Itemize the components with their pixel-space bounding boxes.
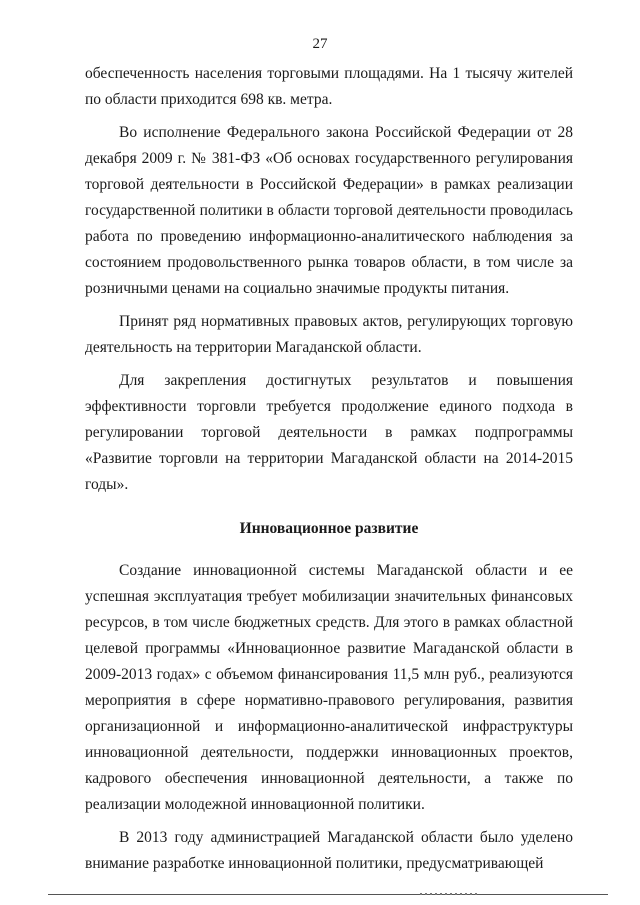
paragraph-6: В 2013 году администрацией Магаданской области было уделено внимание разработке инновационной политики, предусматривающей: [85, 829, 573, 872]
paragraph-5: Создание инновационной системы Магаданской области и ее успешная эксплуатация требует мобилизации значительных финансовых ресурсов, в том числе бюджетных средств. Для этого в рамках областной целевой программы «Инновационное развитие Магаданской области в 2009-2013 годах» с объемом финансирования 11,5 млн руб., реализуются мероприятия в сфере нормативно-правового регулирования, развития организационной и информационно-аналитической инфраструктуры инновационной деятельности, поддержки инновационных проектов, кадрового обеспечения инновационной деятельности, а также по реализации молодежной инновационной политики.: [85, 562, 573, 813]
paragraph-3: Принят ряд нормативных правовых актов, регулирующих торговую деятельность на территории Магаданской области.: [85, 313, 573, 356]
page-body: [85, 61, 573, 877]
section-heading: Инновационное развитие: [239, 520, 419, 537]
scan-artifact: [420, 893, 480, 895]
paragraph-4: Для закрепления достигнутых результатов и повышения эффективности торговли требуется продолжение единого подхода в регулировании торговой деятельности в рамках подпрограммы «Развитие торговли на территории Магаданской области на 2014-2015 годы».: [85, 372, 573, 493]
paragraph-1: обеспеченность населения торговыми площадями. На 1 тысячу жителей по области приходится 698 кв. метра.: [85, 65, 573, 108]
paragraph-2: Во исполнение Федерального закона Российской Федерации от 28 декабря 2009 г. № 381-ФЗ «Об основах государственного регулирования торговой деятельности в Российской Федерации» в рамках реализации государственной политики в области торговой деятельности проводилась работа по проведению информационно-аналитического наблюдения за состоянием продовольственного рынка товаров области, в том числе за розничными ценами на социально значимые продукты питания.: [85, 124, 573, 297]
page-number: 27: [312, 36, 328, 52]
page-bottom-edge: [48, 894, 608, 895]
